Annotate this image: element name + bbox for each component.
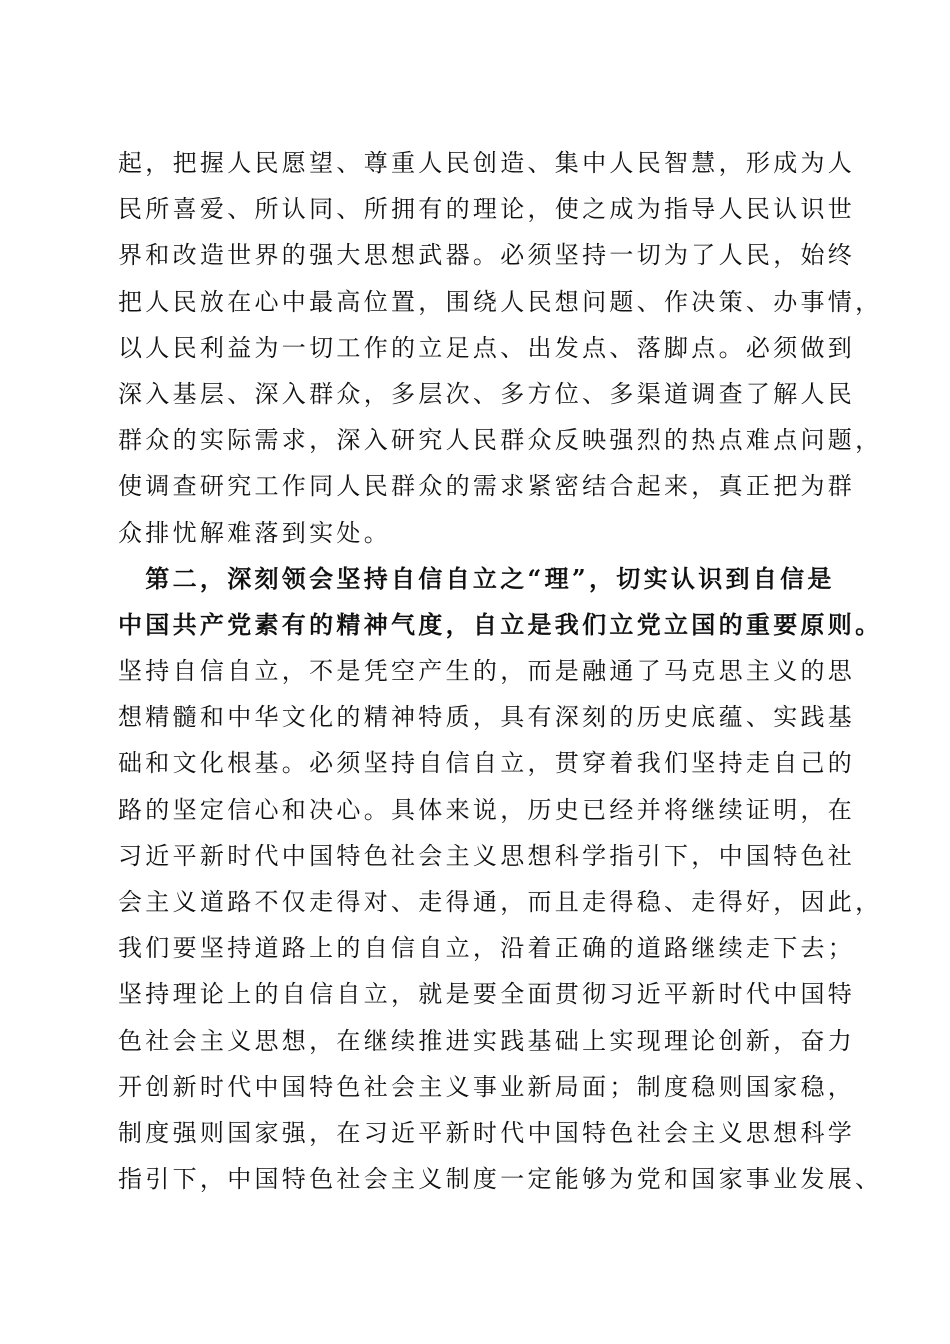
text-line: 指引下，中国特色社会主义制度一定能够为党和国家事业发展、 xyxy=(118,1165,883,1194)
text-line: 路的坚定信心和决心。具体来说，历史已经并将继续证明，在 xyxy=(118,795,856,824)
bold-text-line: 中国共产党素有的精神气度，自立是我们立党立国的重要原则。 xyxy=(118,609,883,639)
text-line: 色社会主义思想，在继续推进实践基础上实现理论创新，奋力 xyxy=(118,1026,856,1055)
text-line: 制度强则国家强，在习近平新时代中国特色社会主义思想科学 xyxy=(118,1118,856,1147)
text-line: 础和文化根基。必须坚持自信自立，贯穿着我们坚持走自己的 xyxy=(118,749,856,778)
text-line: 群众的实际需求，深入研究人民群众反映强烈的热点难点问题， xyxy=(118,426,883,455)
text-line: 众排忧解难落到实处。 xyxy=(118,518,391,547)
text-line: 习近平新时代中国特色社会主义思想科学指引下，中国特色社 xyxy=(118,841,856,870)
text-line: 使调查研究工作同人民群众的需求紧密结合起来，真正把为群 xyxy=(118,472,856,501)
text-line: 以人民利益为一切工作的立足点、出发点、落脚点。必须做到 xyxy=(118,333,856,362)
text-line: 民所喜爱、所认同、所拥有的理论，使之成为指导人民认识世 xyxy=(118,195,856,224)
text-line: 坚持自信自立，不是凭空产生的，而是融通了马克思主义的思 xyxy=(118,657,856,686)
text-line: 起，把握人民愿望、尊重人民创造、集中人民智慧，形成为人 xyxy=(118,149,856,177)
bold-text-line: 第二，深刻领会坚持自信自立之“理”，切实认识到自信是 xyxy=(118,563,835,593)
text-line: 界和改造世界的强大思想武器。必须坚持一切为了人民，始终 xyxy=(118,241,856,270)
text-line: 会主义道路不仅走得对、走得通，而且走得稳、走得好，因此， xyxy=(118,888,883,916)
text-line: 深入基层、深入群众，多层次、多方位、多渠道调查了解人民 xyxy=(118,379,856,408)
text-line: 开创新时代中国特色社会主义事业新局面；制度稳则国家稳， xyxy=(118,1072,856,1101)
text-line: 坚持理论上的自信自立，就是要全面贯彻习近平新时代中国特 xyxy=(118,980,856,1009)
text-line: 把人民放在心中最高位置，围绕人民想问题、作决策、办事情， xyxy=(118,287,883,316)
text-line: 我们要坚持道路上的自信自立，沿着正确的道路继续走下去； xyxy=(118,934,856,963)
body-text xyxy=(118,143,883,1205)
text-line: 想精髓和中华文化的精神特质，具有深刻的历史底蕴、实践基 xyxy=(118,703,856,732)
